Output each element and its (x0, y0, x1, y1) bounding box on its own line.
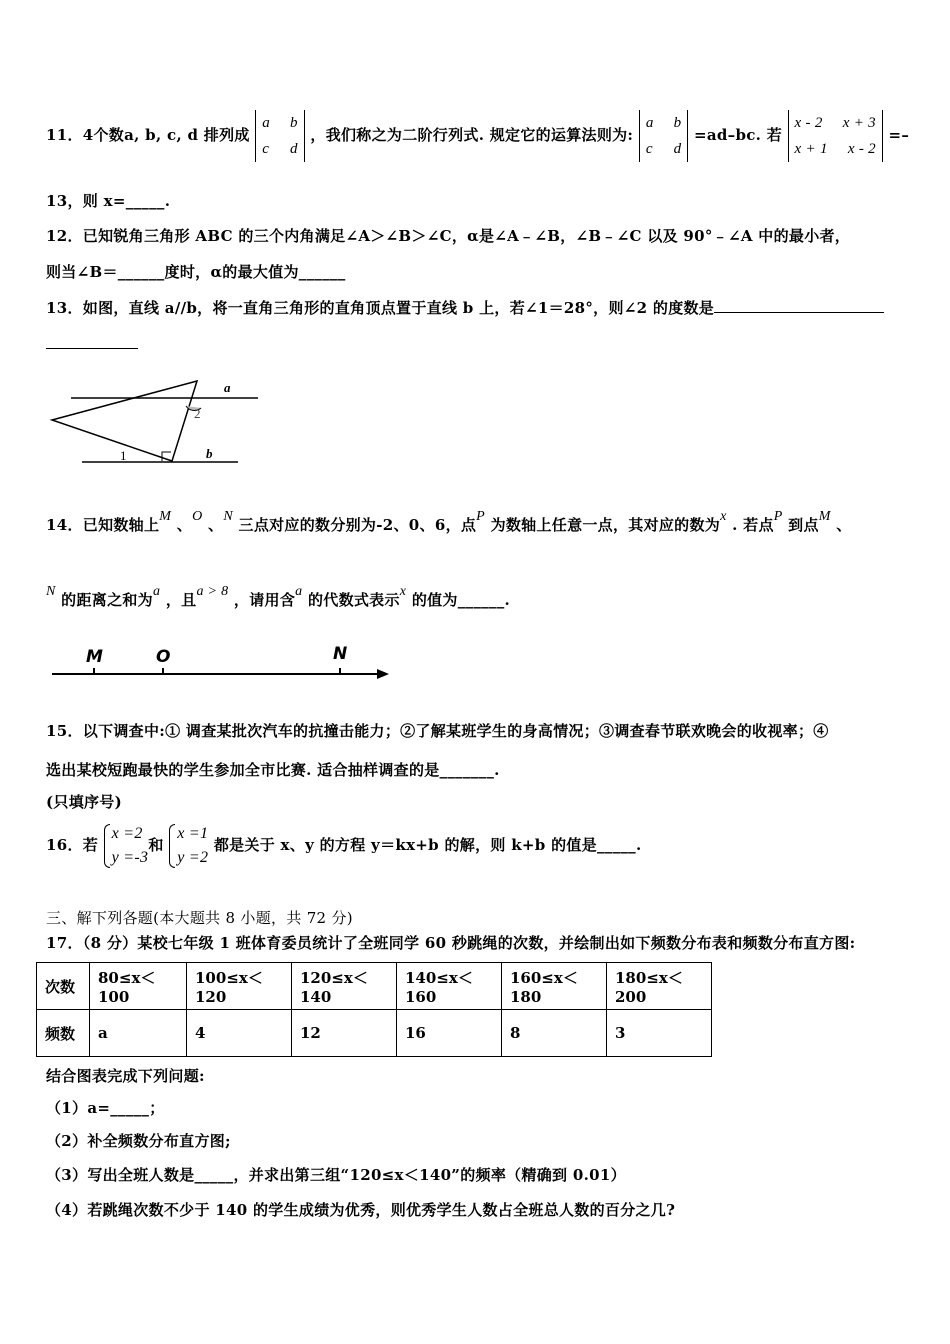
q17-combine: 结合图表完成下列问题: (46, 1067, 205, 1085)
arrow-head (377, 669, 389, 679)
determinant-abcd-1: a b c d (255, 110, 305, 162)
determinant-x: x - 2 x + 3 x + 1 x - 2 (788, 110, 883, 162)
label-b: b (206, 446, 213, 461)
table-cell: 3 (607, 1010, 712, 1057)
label-angle2: 2 (194, 406, 201, 421)
q14-line2: N 的距离之和为a ，且a > 8 ，请用含a 的代数式表示x 的值为______. (46, 584, 511, 609)
table-cell: 4 (187, 1010, 292, 1057)
table-cell: 次数 (37, 963, 90, 1010)
table-cell: 140≤x＜160 (397, 963, 502, 1010)
table-cell: 100≤x＜120 (187, 963, 292, 1010)
system-2: x =1 y =2 (169, 822, 208, 870)
frequency-table (36, 962, 712, 1057)
q16-line: 16．若 x =2 y =-3 和 x =1 y =2 都是关于 x、y 的方程 y＝kx+b 的解，则 k+b 的值是_____. (46, 822, 642, 870)
table-row-header (37, 963, 712, 1010)
system-1: x =2 y =-3 (104, 822, 149, 870)
table-cell: 12 (292, 1010, 397, 1057)
axis-label-O: O (156, 647, 171, 667)
table-cell: 16 (397, 1010, 502, 1057)
table-cell: 160≤x＜180 (502, 963, 607, 1010)
q17-part3: （3）写出全班人数是_____，并求出第三组“120≤x＜140”的频率（精确到 0.01） (46, 1166, 626, 1184)
q12-line1: 12．已知锐角三角形 ABC 的三个内角满足∠A＞∠B＞∠C，α是∠A﹣∠B，∠B﹣∠C 以及 90°﹣∠A 中的最小者， (46, 227, 851, 245)
q17-intro: 17．（8 分）某校七年级 1 班体育委员统计了全班同学 60 秒跳绳的次数，并绘制出如下频数分布表和频数分布直方图: (46, 934, 856, 952)
table-cell: 8 (502, 1010, 607, 1057)
q17-part1: （1）a=_____； (46, 1099, 165, 1117)
q15-line3: (只填序号) (46, 793, 122, 811)
q17-part4: （4）若跳绳次数不少于 140 的学生成绩为优秀，则优秀学生人数占全班总人数的百分之几? (46, 1201, 676, 1219)
q12-line2: 则当∠B＝______度时，α的最大值为______ (46, 263, 346, 281)
axis-label-N: N (333, 644, 348, 664)
table-cell: a (90, 1010, 187, 1057)
q11-line1: 11．4个数a, b, c, d 排列成 a b c d ，我们称之为二阶行列式. 规定它的运算法则为: a b c d =ad–bc. 若 x - 2 x + 3 x + 1 x - 2 =– (46, 110, 909, 162)
table-cell: 180≤x＜200 (607, 963, 712, 1010)
q11-line2: 13，则 x=_____. (46, 192, 171, 210)
label-a: a (224, 380, 231, 395)
table-row-frequency (37, 1010, 712, 1057)
q13-answer-blank (46, 348, 138, 349)
label-angle1: 1 (120, 448, 127, 463)
q15-line2: 选出某校短跑最快的学生参加全市比赛. 适合抽样调查的是_______. (46, 761, 500, 779)
table-cell: 频数 (37, 1010, 90, 1057)
q17-part2: （2）补全频数分布直方图; (46, 1132, 231, 1150)
section-heading: 三、解下列各题(本大题共 8 小题，共 72 分) (46, 909, 353, 927)
axis-label-M: M (86, 647, 103, 667)
determinant-abcd-2: a b c d (639, 110, 689, 162)
q14-line1: 14．已知数轴上M 、O 、N 三点对应的数分别为-2、0、6，点P 为数轴上任意一点，其对应的数为x . 若点P 到点M 、 (46, 509, 852, 534)
q13-figure (46, 372, 266, 472)
q15-line1: 15．以下调查中:① 调查某批次汽车的抗撞击能力；②了解某班学生的身高情况；③调查春节联欢晚会的收视率；④ (46, 722, 829, 740)
number-line (46, 640, 396, 685)
table-cell: 80≤x＜100 (90, 963, 187, 1010)
q13-line1: 13．如图，直线 a//b，将一直角三角形的直角顶点置于直线 b 上，若∠1＝28°，则∠2 的度数是 (46, 297, 884, 318)
table-cell: 120≤x＜140 (292, 963, 397, 1010)
